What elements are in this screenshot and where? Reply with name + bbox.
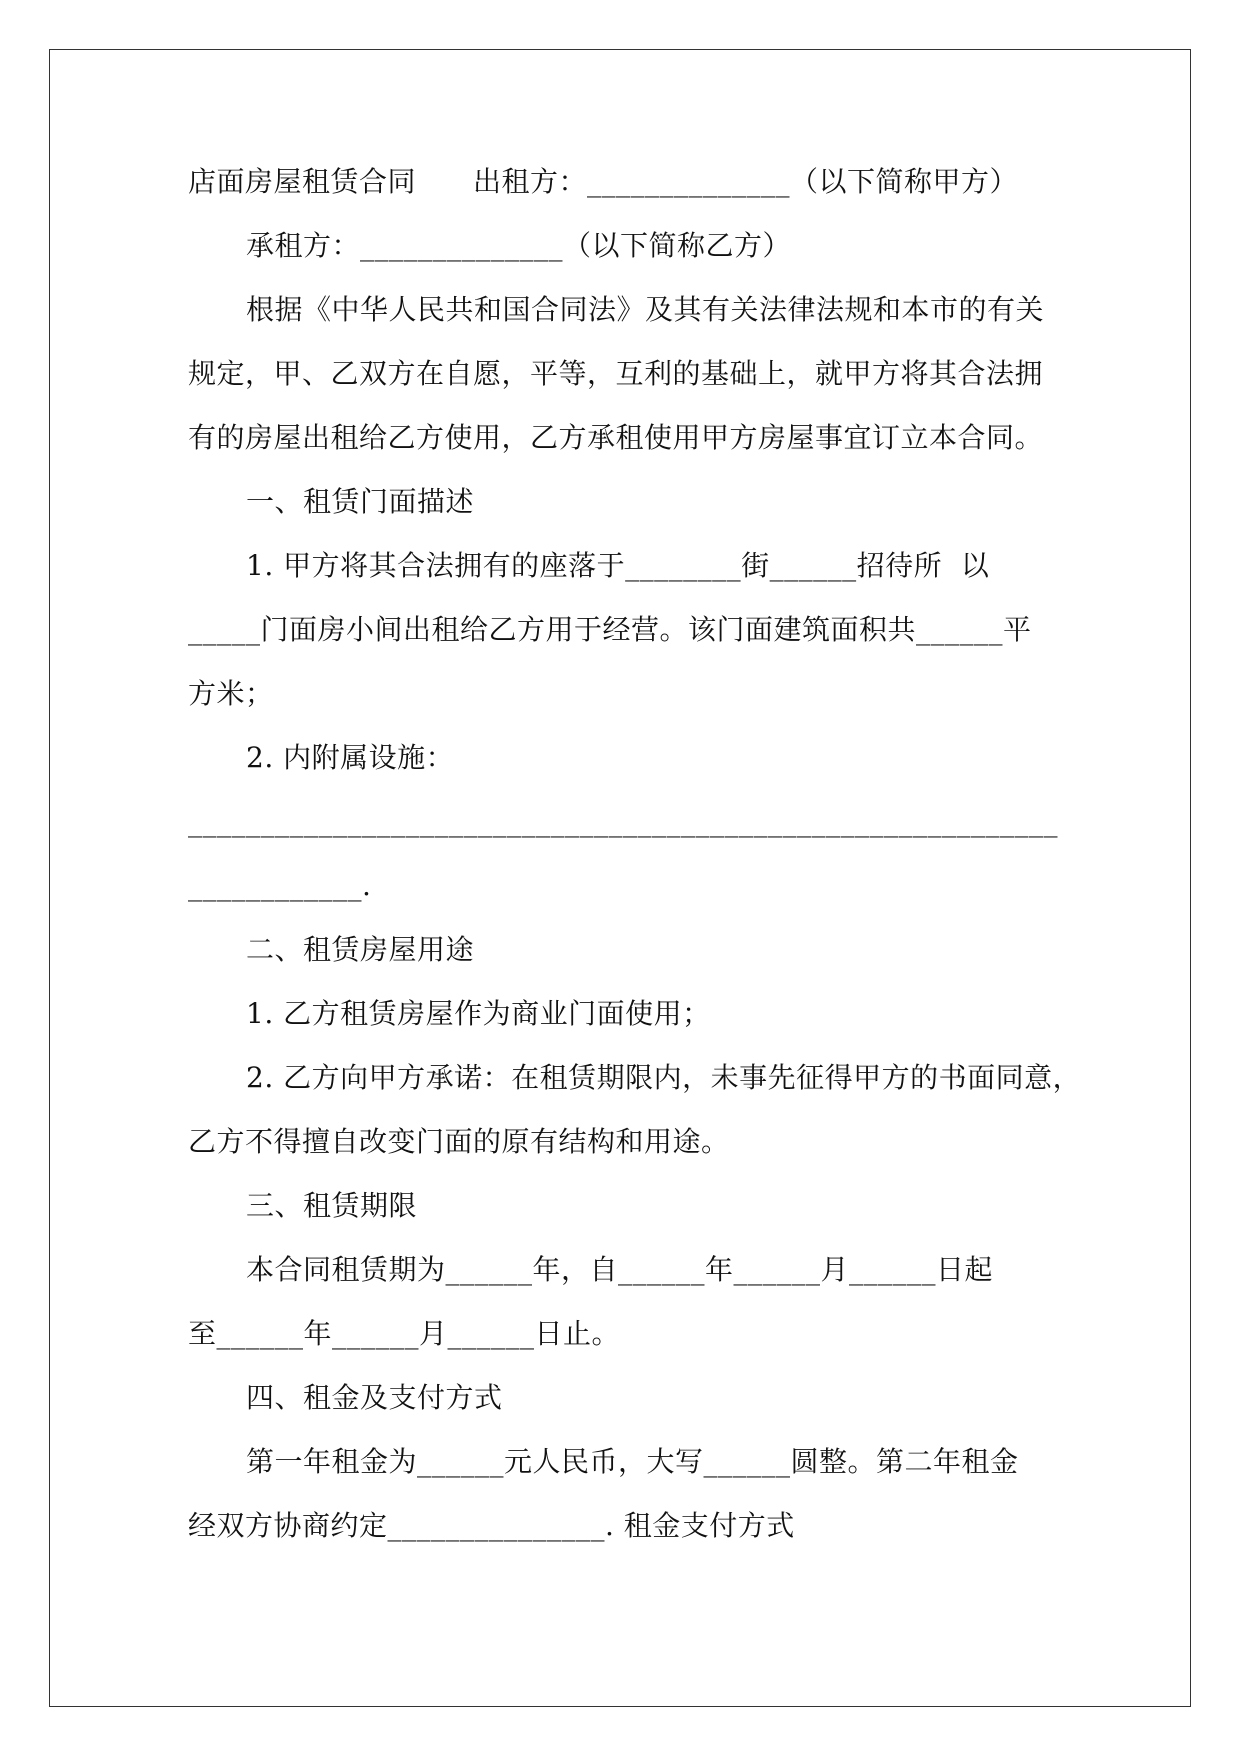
paragraph-line: 规定，甲、乙双方在自愿，平等，互利的基础上，就甲方将其合法拥 bbox=[188, 357, 1044, 390]
paragraph-line: 根据《中华人民共和国合同法》及其有关法律法规和本市的有关 bbox=[246, 293, 1045, 326]
blank-fill-line: ____________________________________________________________ bbox=[188, 805, 1058, 838]
clause-line: 2. 内附属设施： bbox=[246, 741, 455, 774]
clause-line: 乙方不得擅自改变门面的原有结构和用途。 bbox=[188, 1125, 730, 1158]
clause-line: 1. 甲方将其合法拥有的座落于________街______招待所 以 bbox=[246, 549, 990, 582]
section-heading-1: 一、租赁门面描述 bbox=[246, 485, 475, 518]
clause-line: 至______年______月______日止。 bbox=[188, 1317, 621, 1350]
clause-line: 方米； bbox=[188, 677, 274, 710]
section-heading-2: 二、租赁房屋用途 bbox=[246, 933, 475, 966]
clause-line: _____门面房小间出租给乙方用于经营。该门面建筑面积共______平 bbox=[188, 613, 1032, 646]
paragraph-line: 有的房屋出租给乙方使用，乙方承租使用甲方房屋事宜订立本合同。 bbox=[188, 421, 1044, 454]
clause-line: 本合同租赁期为______年，自______年______月______日起 bbox=[246, 1253, 994, 1286]
section-heading-4: 四、租金及支付方式 bbox=[246, 1381, 503, 1414]
contract-title-line: 店面房屋租赁合同 出租方：______________（以下简称甲方） bbox=[188, 165, 1019, 198]
document-body bbox=[188, 150, 1082, 1558]
clause-line: 第一年租金为______元人民币，大写______圆整。第二年租金 bbox=[246, 1445, 1019, 1478]
clause-line: 2. 乙方向甲方承诺：在租赁期限内，未事先征得甲方的书面同意， bbox=[246, 1061, 1082, 1094]
lessee-line: 承租方：______________（以下简称乙方） bbox=[246, 229, 792, 262]
section-heading-3: 三、租赁期限 bbox=[246, 1189, 418, 1222]
clause-line: 1. 乙方租赁房屋作为商业门面使用； bbox=[246, 997, 711, 1030]
blank-fill-line: ____________. bbox=[188, 869, 372, 902]
clause-line: 经双方协商约定_______________. 租金支付方式 bbox=[188, 1509, 795, 1542]
